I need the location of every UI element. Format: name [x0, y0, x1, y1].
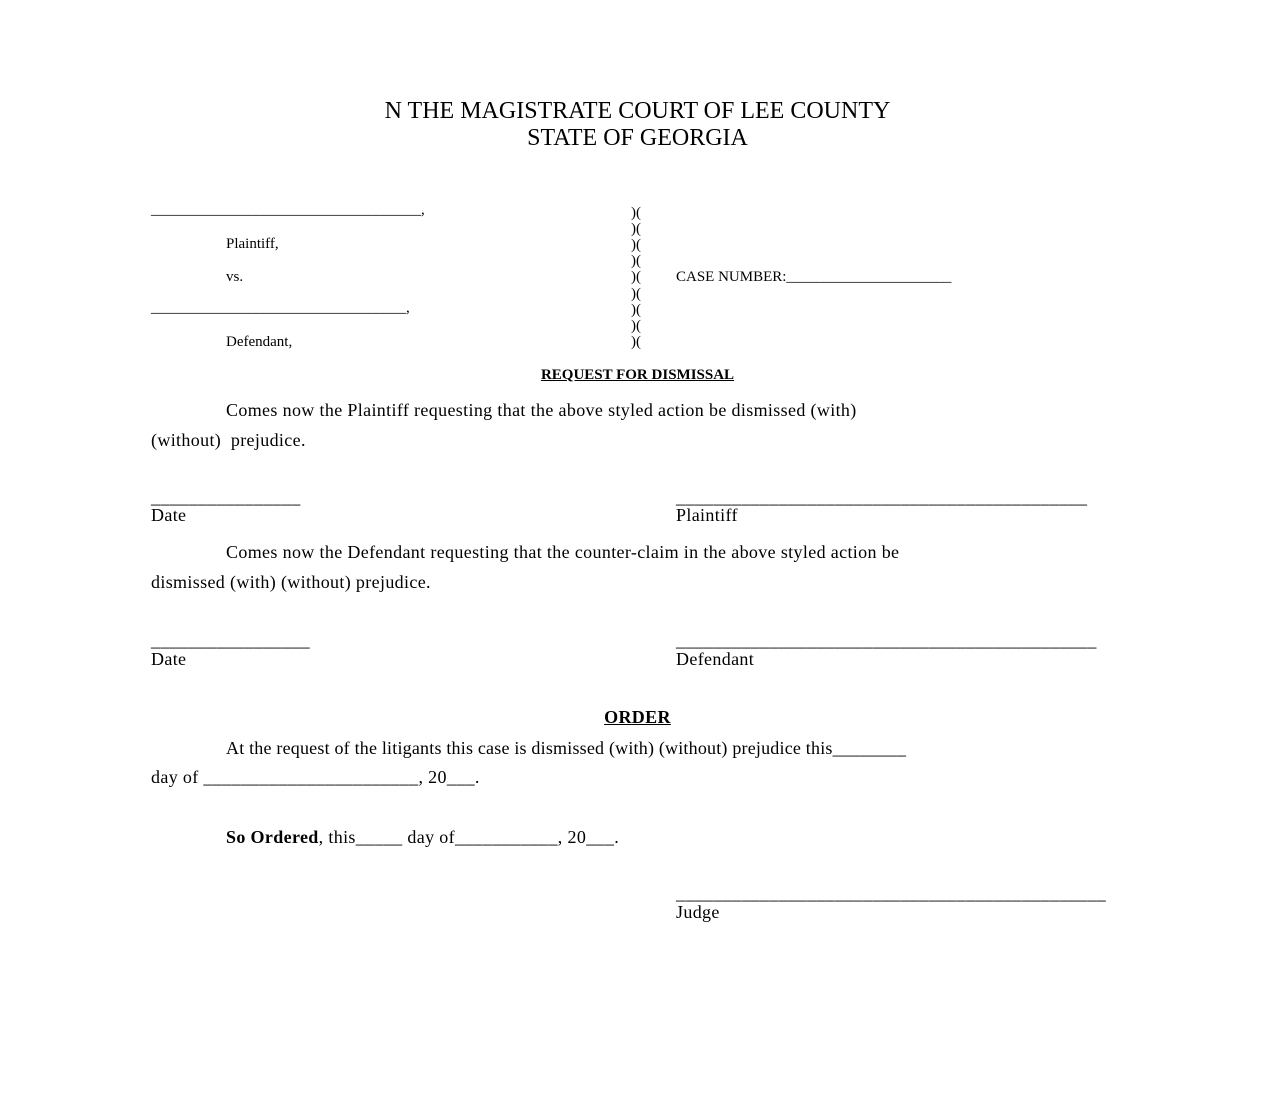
plaintiff-signature-line: ____________________________________________ [676, 487, 1088, 507]
caption-separator: )( [631, 269, 641, 285]
caption-separator: )( [631, 286, 641, 302]
plaintiff-request-line1: Comes now the Plaintiff requesting that the above styled action be dismissed (with) [226, 400, 857, 420]
caption-separator: )( [631, 253, 641, 269]
date-label: Date [151, 649, 187, 669]
date-signature-line: _________________ [151, 630, 310, 650]
order-paragraph-line2: day of _______________________, 20___. [151, 767, 480, 787]
vs-label: vs. [226, 269, 244, 285]
judge-label: Judge [676, 902, 720, 922]
plaintiff-label: Plaintiff, [226, 236, 279, 252]
plaintiff-signature-label: Plaintiff [676, 505, 738, 525]
caption-separator: )( [631, 221, 641, 237]
defendant-label: Defendant, [226, 334, 293, 350]
judge-signature-line: ______________________________________________ [676, 883, 1107, 903]
caption-separator: )( [631, 237, 641, 253]
caption-separator: )( [631, 205, 641, 221]
caption-separator: )( [631, 302, 641, 318]
date-label: Date [151, 505, 187, 525]
request-title: REQUEST FOR DISMISSAL [540, 367, 735, 383]
so-ordered-label: So Ordered [226, 827, 319, 847]
date-signature-line: ________________ [151, 487, 301, 507]
case-number-field: CASE NUMBER:______________________ [676, 269, 952, 285]
defendant-request-line2: dismissed (with) (without) prejudice. [151, 572, 431, 592]
order-title: ORDER [604, 707, 671, 727]
order-paragraph-line1: At the request of the litigants this case is dismissed (with) (without) prejudice this________ [226, 738, 907, 758]
plaintiff-name-blank: ____________________________________, [151, 202, 425, 218]
plaintiff-request-line2: (without) prejudice. [151, 430, 306, 450]
defendant-signature-line: _____________________________________________ [676, 630, 1097, 650]
caption-separator: )( [631, 334, 641, 350]
defendant-name-blank: __________________________________, [151, 300, 410, 316]
caption-separator: )( [631, 318, 641, 334]
so-ordered-line [226, 827, 619, 848]
defendant-request-line1: Comes now the Defendant requesting that the counter-claim in the above styled action be [226, 542, 900, 562]
defendant-signature-label: Defendant [676, 649, 755, 669]
so-ordered-date: , this_____ day of___________, 20___. [318, 827, 620, 847]
state-title: STATE OF GEORGIA [527, 125, 748, 151]
court-title: N THE MAGISTRATE COURT OF LEE COUNTY [384, 98, 891, 124]
